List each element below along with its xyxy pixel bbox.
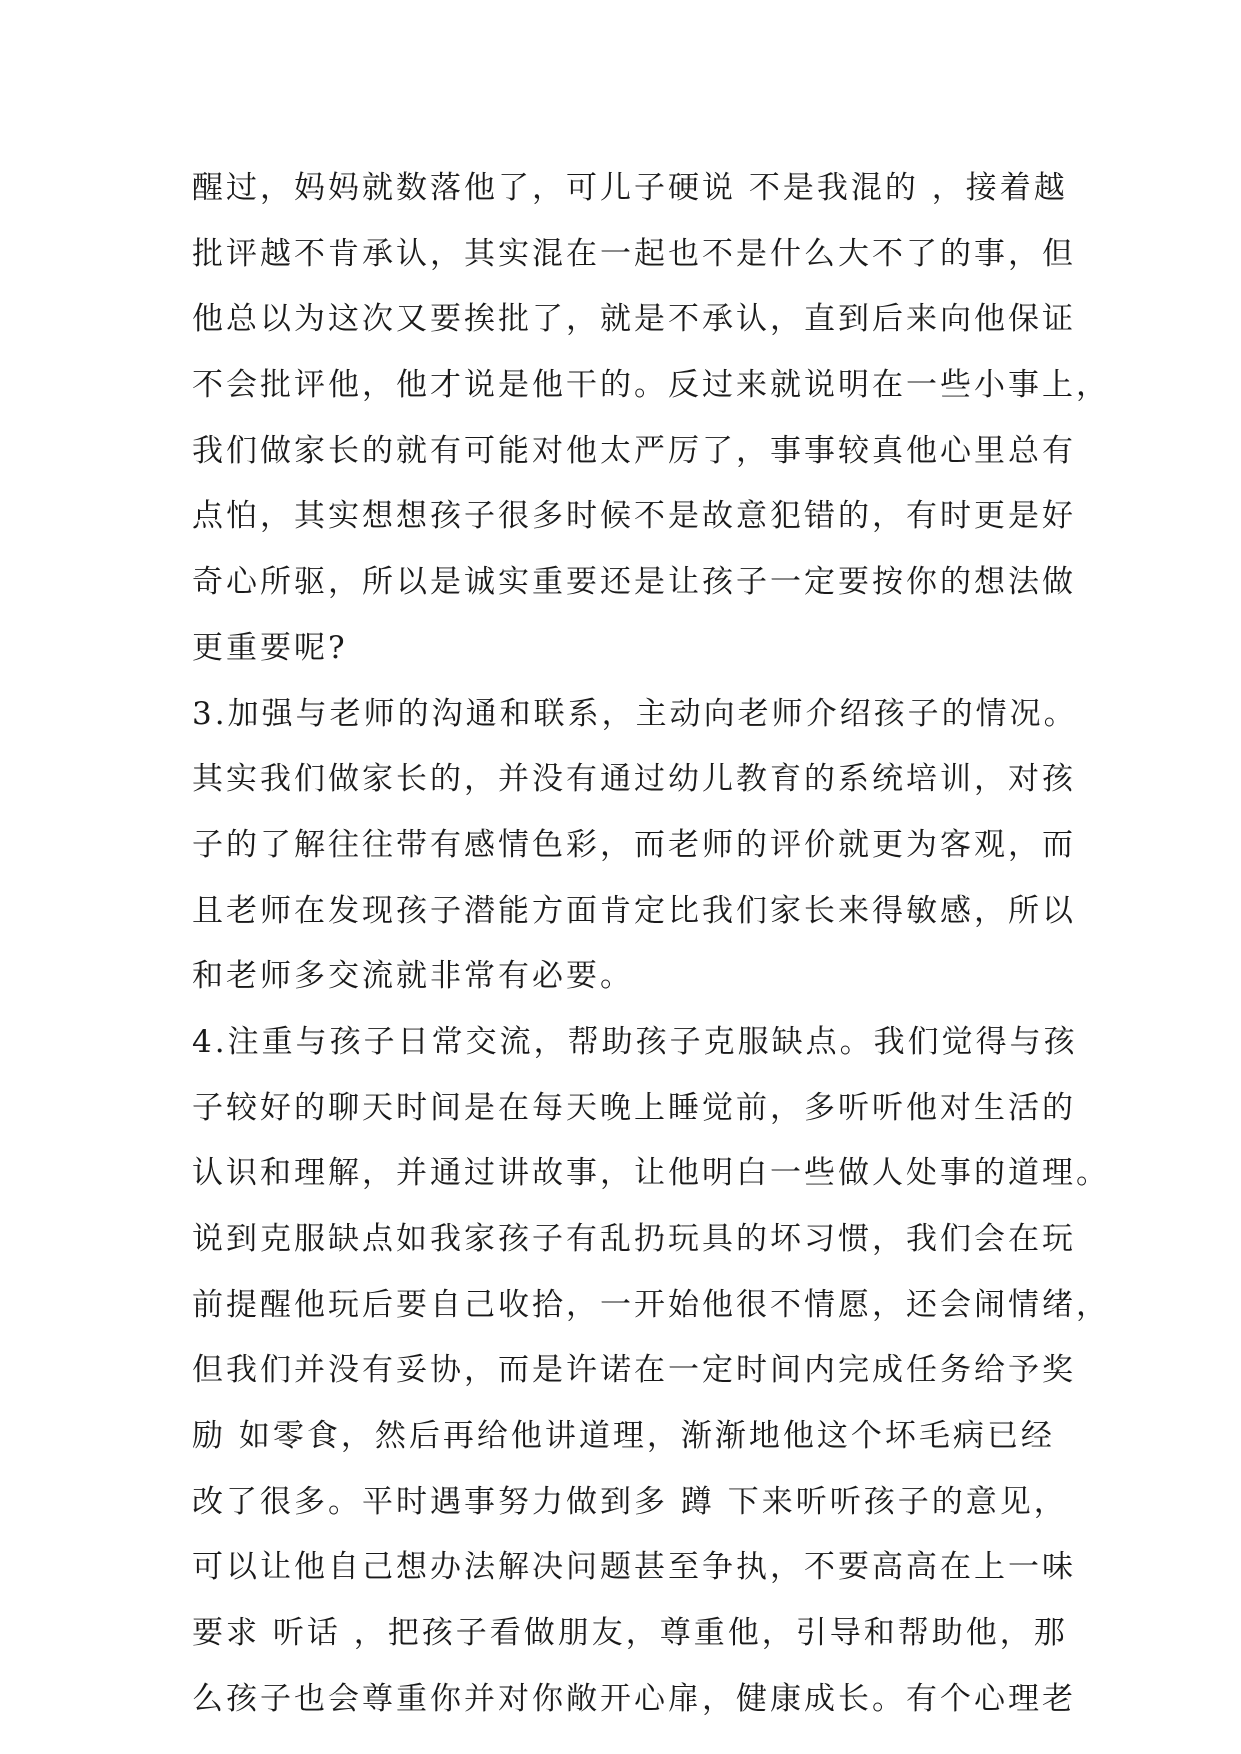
text-line: 其实我们做家长的，并没有通过幼儿教育的系统培训，对孩 — [192, 761, 1076, 798]
text-line: 励 如零食，然后再给他讲道理，渐渐地他这个坏毛病已经 — [192, 1418, 1055, 1455]
text-line: 认识和理解，并通过讲故事，让他明白一些做人处事的道理。 — [192, 1155, 1110, 1192]
text-line: 奇心所驱，所以是诚实重要还是让孩子一定要按你的想法做 — [192, 564, 1076, 601]
text-line: 更重要呢? — [192, 629, 348, 666]
text-line: 和老师多交流就非常有必要。 — [192, 958, 634, 995]
text-line: 且老师在发现孩子潜能方面肯定比我们家长来得敏感，所以 — [192, 892, 1076, 929]
text-line: 可以让他自己想办法解决问题甚至争执，不要高高在上一味 — [192, 1549, 1076, 1586]
list-item-4-line: 4.注重与孩子日常交流，帮助孩子克服缺点。我们觉得与孩 — [192, 1023, 1078, 1060]
text-line: 么孩子也会尊重你并对你敞开心扉，健康成长。有个心理老 — [192, 1680, 1076, 1717]
list-item-3-line: 3.加强与老师的沟通和联系，主动向老师介绍孩子的情况。 — [192, 695, 1078, 732]
text-line: 我们做家长的就有可能对他太严厉了，事事较真他心里总有 — [192, 432, 1076, 469]
text-line: 醒过，妈妈就数落他了，可儿子硬说 不是我混的 ，接着越 — [192, 170, 1068, 206]
text-line: 点怕，其实想想孩子很多时候不是故意犯错的，有时更是好 — [192, 498, 1076, 535]
text-line: 改了很多。平时遇事努力做到多 蹲 下来听听孩子的意见， — [192, 1483, 1068, 1520]
text-line: 但我们并没有妥协，而是许诺在一定时间内完成任务给予奖 — [192, 1352, 1076, 1389]
text-line: 要求 听话 ，把孩子看做朋友，尊重他，引导和帮助他，那 — [192, 1615, 1068, 1652]
body-text — [192, 156, 1110, 1733]
text-line: 子较好的聊天时间是在每天晚上睡觉前，多听听他对生活的 — [192, 1089, 1076, 1126]
text-line: 说到克服缺点如我家孩子有乱扔玩具的坏习惯，我们会在玩 — [192, 1221, 1076, 1257]
text-line: 他总以为这次又要挨批了，就是不承认，直到后来向他保证 — [192, 301, 1076, 338]
text-line: 不会批评他，他才说是他干的。反过来就说明在一些小事上， — [192, 367, 1110, 404]
text-line: 子的了解往往带有感情色彩，而老师的评价就更为客观，而 — [192, 826, 1076, 863]
text-line: 批评越不肯承认，其实混在一起也不是什么大不了的事，但 — [192, 235, 1076, 272]
text-line: 前提醒他玩后要自己收拾，一开始他很不情愿，还会闹情绪， — [192, 1286, 1110, 1323]
